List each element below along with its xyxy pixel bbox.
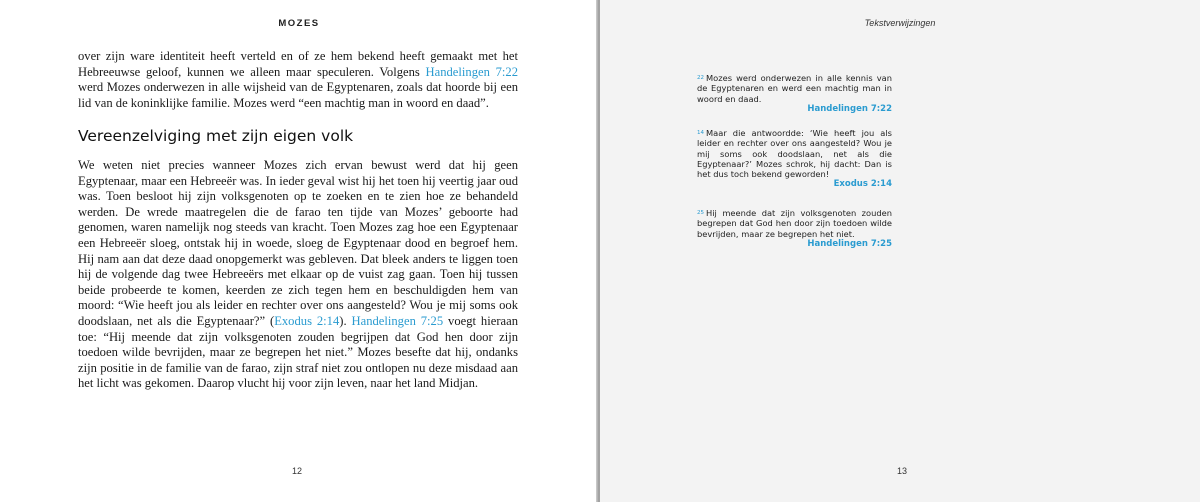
- note-text: Maar die antwoordde: ‘Wie heeft jou als leider en rechter over ons aangesteld? Wou je mij soms ook doodslaan, net als die Egyptenaar?’ Mozes schrok, hij dacht: Dan is het dus toch bekend geworden!: [697, 128, 892, 180]
- left-page: [0, 0, 598, 502]
- verse-number: 25: [697, 210, 704, 216]
- paragraph-text: [78, 158, 518, 392]
- text-run: voegt hieraan toe: “Hij meende dat zijn volksgenoten zouden begrijpen dat God hen door zijn toedoen wilde bevrijden, maar ze begrepen het niet.” Mozes besefte dat hij, ondanks zijn positie in de familie van de farao, zijn straf niet zou ontlopen nu deze misdaad aan het licht was gekomen. Daarop vlucht hij voor zijn leven, naar het land Midjan.: [78, 313, 518, 391]
- scripture-reference-link[interactable]: Exodus 2:14: [833, 179, 892, 190]
- page-number: 12: [292, 466, 303, 476]
- scripture-reference-link[interactable]: Handelingen 7:25: [351, 313, 444, 328]
- verse-number: 14: [697, 130, 704, 136]
- body-paragraph: [78, 158, 518, 392]
- running-head: MOZES: [278, 18, 320, 29]
- reference-note: [697, 128, 892, 190]
- paragraph-text: [78, 49, 518, 111]
- note-text: Hij meende dat zijn volksgenoten zouden begrepen dat God hen door zijn toedoen wilde bevrijden, maar ze begrepen het niet.: [697, 208, 892, 239]
- text-run: over zijn ware identiteit heeft verteld en of ze hem bekend heeft gemaakt met het Hebreeuwse geloof, kunnen we alleen maar speculeren. Volgens: [78, 49, 518, 79]
- text-run: ).: [339, 313, 352, 328]
- text-run: We weten niet precies wanneer Mozes zich ervan bewust werd dat hij geen Egyptenaar, maar een Hebreeër was. In ieder geval wist hij het toen hij veertig jaar oud was. Toen besloot hij zijn volksgenoten op te zoeken en te zien hoe ze behandeld werden. De wrede maatregelen die de farao ten tijde van Mozes’ geboorte had genomen, waren namelijk nog steeds van kracht. Toen Mozes zag hoe een Egyptenaar een Hebreeër sloeg, ontstak hij in woede, sloeg de Egyptenaar dood en begroef hem. Hij nam aan dat deze daad onopgemerkt was gebleven. Dat bleek anders te liggen toen hij de volgende dag twee Hebreeërs met elkaar op de vuist zag gaan. Toen hij tussen beide probeerde te komen, keerden ze zich tegen hem en beschuldigden hem van moord: “Wie heeft jou als leider en rechter over ons aangesteld? Wou je mij soms ook doodslaan, net als die Egyptenaar?” (: [78, 158, 518, 328]
- page-number: 13: [897, 466, 908, 476]
- note-text: Mozes werd onderwezen in alle kennis van de Egyptenaren en werd een machtig man in woord en daad.: [697, 73, 892, 104]
- reference-note: [697, 208, 892, 249]
- scripture-reference-link[interactable]: Handelingen 7:22: [807, 103, 892, 114]
- reference-note: [697, 73, 892, 114]
- right-page: [600, 0, 1200, 502]
- verse-number: 22: [697, 75, 704, 81]
- body-paragraph: [78, 49, 518, 111]
- scripture-reference-link[interactable]: Handelingen 7:25: [807, 238, 892, 249]
- scripture-reference-link[interactable]: Handelingen 7:22: [425, 64, 518, 79]
- running-head: Tekstverwijzingen: [864, 18, 936, 28]
- section-heading: Vereenzelviging met zijn eigen volk: [78, 127, 354, 145]
- text-run: werd Mozes onderwezen in alle wijsheid van de Egyptenaren, zoals dat hoorde bij een lid van de koninklijke familie. Mozes werd “een machtig man in woord en daad”.: [78, 80, 518, 110]
- scripture-reference-link[interactable]: Exodus 2:14: [274, 313, 340, 328]
